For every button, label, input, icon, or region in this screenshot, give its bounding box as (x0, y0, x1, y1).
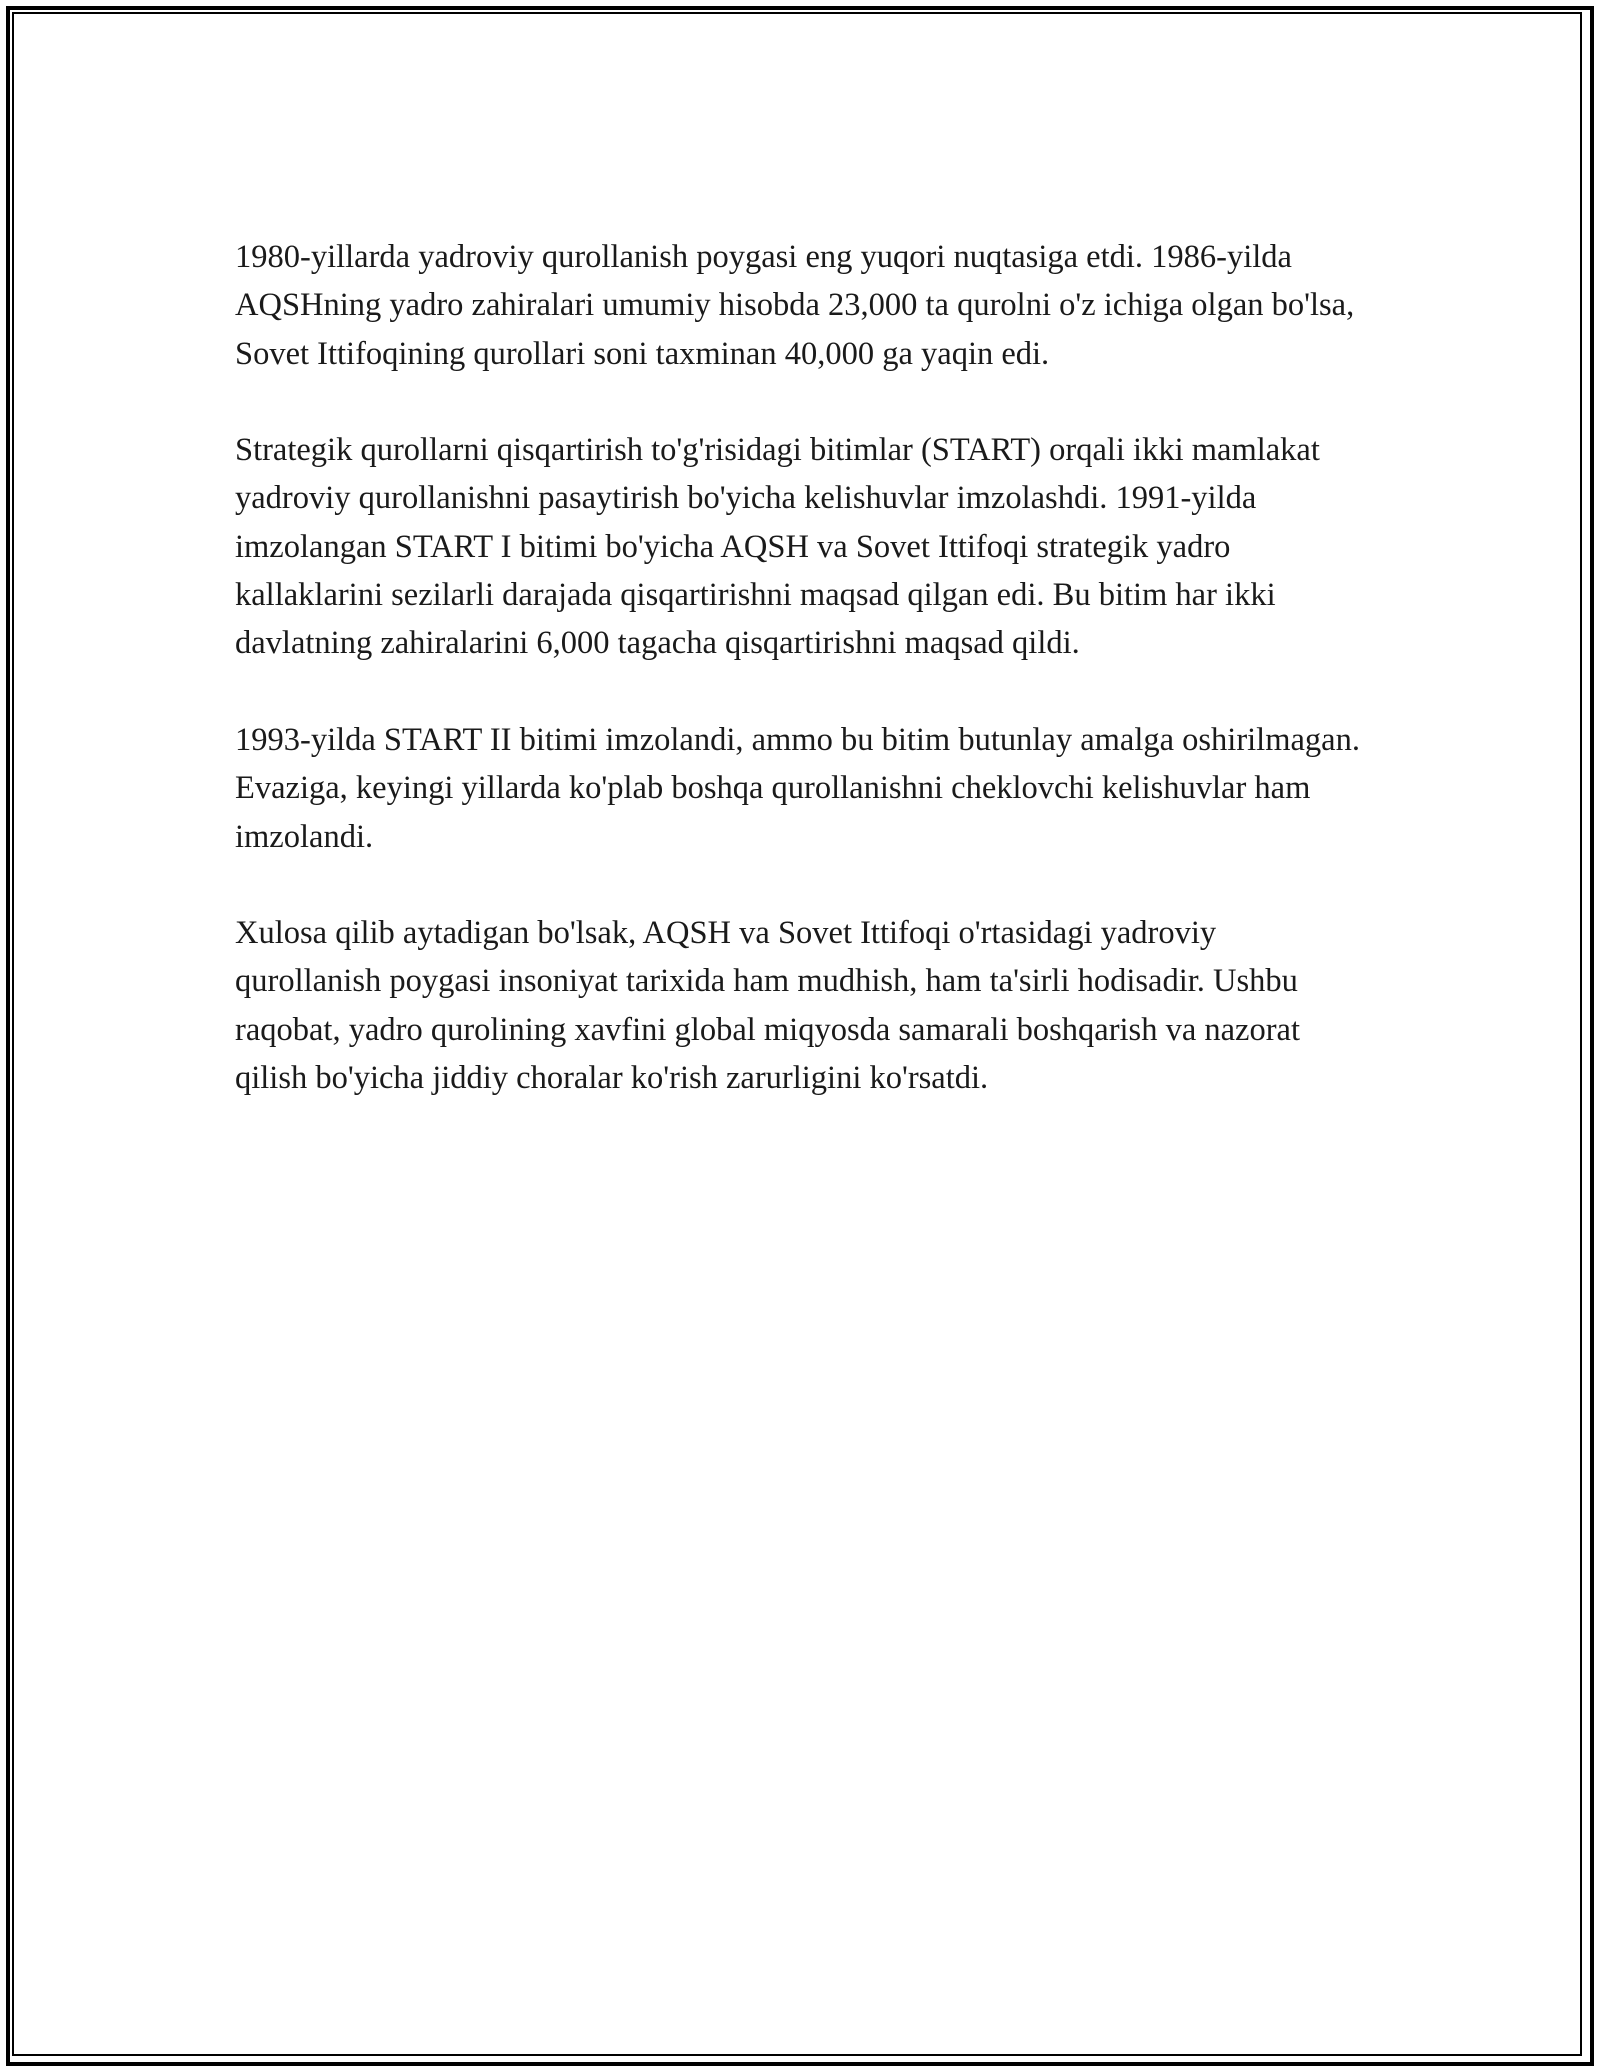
paragraph-conclusion: Xulosa qilib aytadigan bo'lsak, AQSH va Sovet Ittifoqi o'rtasidagi yadroviy qurollanish poygasi insoniyat tarixida ham mudhish, ham ta'sirli hodisadir. Ushbu raqobat, yadro qurolining xavfini global miqyosda samarali boshqarish va nazorat qilish bo'yicha jiddiy choralar ko'rish zarurligini ko'rsatdi. (235, 915, 1300, 1097)
paragraph-start-ii: 1993-yilda START II bitimi imzolandi, ammo bu bitim butunlay amalga oshirilmagan. Evaziga, keyingi yillarda ko'plab boshqa qurollanishni cheklovchi kelishuvlar ham imzolandi. (235, 721, 1360, 855)
paragraph-arms-race-peak: 1980-yillarda yadroviy qurollanish poygasi eng yuqori nuqtasiga etdi. 1986-yilda AQSHning yadro zahiralari umumiy hisobda 23,000 ta qurolni o'z ichiga olgan bo'lsa, Sovet Ittifoqining qurollari soni taxminan 40,000 ga yaqin edi. (235, 239, 1355, 372)
document-body (235, 233, 1365, 1151)
paragraph-start-treaties: Strategik qurollarni qisqartirish to'g'risidagi bitimlar (START) orqali ikki mamlakat yadroviy qurollanishni pasaytirish bo'yicha kelishuvlar imzolashdi. 1991-yilda imzolangan START I bitimi bo'yicha AQSH va Sovet Ittifoqi strategik yadro kallaklarini sezilarli darajada qisqartirishni maqsad qilgan edi. Bu bitim har ikki davlatning zahiralarini 6,000 tagacha qisqartirishni maqsad qildi. (235, 432, 1320, 662)
